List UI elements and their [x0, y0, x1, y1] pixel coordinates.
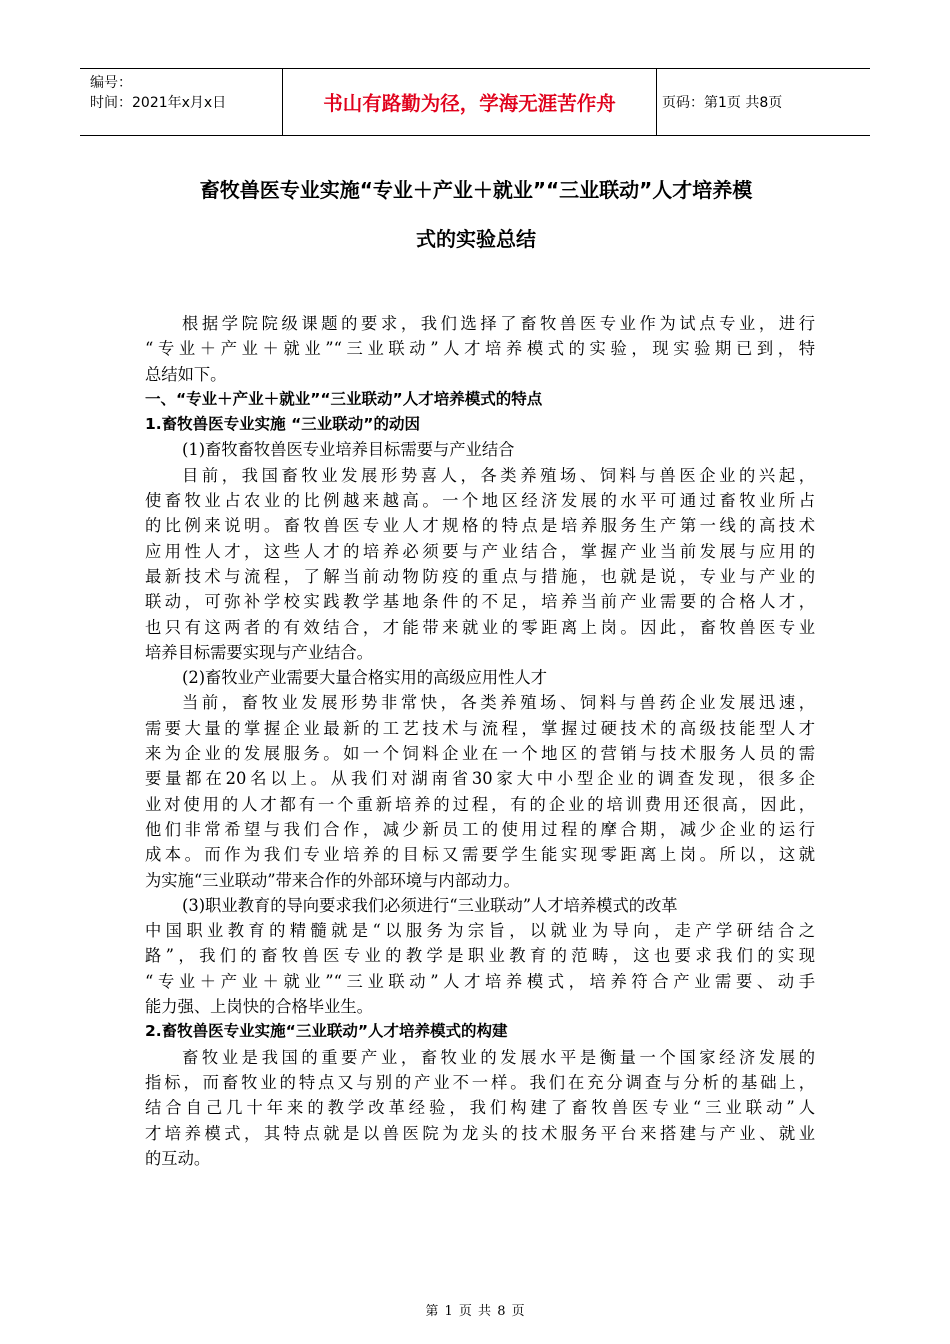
body-text-line: 路”，我们的畜牧兽医专业的教学是职业教育的范畴，这也要求我们的实现 [145, 946, 815, 966]
body-text-line: 要量都在20名以上。从我们对湖南省30家大中小型企业的调查发现，很多企 [145, 769, 815, 789]
body-text-line: “专业＋产业＋就业”“三业联动”人才培养模式的实验，现实验期已到，特 [145, 339, 815, 359]
body-text-line: 根据学院院级课题的要求，我们选择了畜牧兽医专业作为试点专业，进行 [182, 314, 815, 333]
header-divider-right [656, 69, 657, 135]
body-text-line: 指标，而畜牧业的特点又与别的产业不一样。我们在充分调查与分析的基础上， [145, 1072, 815, 1092]
body-text-line: 也只有这两者的有效结合，才能带来就业的零距离上岗。因此，畜牧兽医专业 [145, 617, 815, 637]
body-text-line: 联动，可弥补学校实践教学基地条件的不足，培养当前产业需要的合格人才， [145, 592, 815, 612]
time-label: 时间：2021年x月x日 [90, 95, 227, 111]
body-text-line: 中国职业教育的精髓就是“以服务为宗旨，以就业为导向，走产学研结合之 [145, 921, 815, 941]
body-text-line: 的比例来说明。畜牧兽医专业人才规格的特点是培养服务生产第一线的高技术 [145, 516, 815, 536]
header-meta [90, 73, 282, 113]
body-text-line: 总结如下。 [145, 364, 227, 384]
body-text-line: 最新技术与流程，了解当前动物防疫的重点与措施，也就是说，专业与产业的 [145, 566, 815, 586]
number-label: 编号： [90, 75, 132, 91]
body-text-line: 为实施“三业联动”带来合作的外部环境与内部动力。 [145, 870, 520, 890]
body-text-line: 目前，我国畜牧业发展形势喜人，各类养殖场、饲料与兽医企业的兴起， [182, 465, 815, 485]
body-text-line: 才培养模式，其特点就是以兽医院为龙头的技术服务平台来搭建与产业、就业 [145, 1123, 815, 1143]
section-heading: 1.畜牧兽医专业实施 “三业联动”的动因 [145, 415, 420, 434]
body-text-line: 能力强、上岗快的合格毕业生。 [145, 997, 373, 1017]
body-text-line: 他们非常希望与我们合作，减少新员工的使用过程的摩合期，减少企业的运行 [145, 819, 815, 839]
body-text-line: 使畜牧业占农业的比例越来越高。一个地区经济发展的水平可通过畜牧业所占 [145, 491, 815, 511]
body-text-line: 的互动。 [145, 1148, 211, 1168]
page-footer: 第 1 页 共 8 页 [425, 1304, 525, 1319]
body-text-line: 成本。而作为我们专业培养的目标又需要学生能实现零距离上岗。所以，这就 [145, 845, 815, 865]
section-heading: 2.畜牧兽医专业实施“三业联动”人才培养模式的构建 [145, 1022, 508, 1041]
body-text-line: 应用性人才，这些人才的培养必须要与产业结合，掌握产业当前发展与应用的 [145, 541, 815, 561]
body-text-line: 来为企业的发展服务。如一个饲料企业在一个地区的营销与技术服务人员的需 [145, 744, 815, 764]
document-title-line-1: 畜牧兽医专业实施“专业＋产业＋就业”“三业联动”人才培养模 [199, 178, 753, 202]
body-text-line: (3)职业教育的导向要求我们必须进行“三业联动”人才培养模式的改革 [182, 895, 678, 915]
header-motto: 书山有路勤为径，学海无涯苦作舟 [323, 92, 616, 115]
body-text-line: 培养目标需要实现与产业结合。 [145, 642, 373, 662]
body-text-line: 当前，畜牧业发展形势非常快，各类养殖场、饲料与兽药企业发展迅速， [182, 693, 815, 713]
section-heading: 一、“专业＋产业＋就业”“三业联动”人才培养模式的特点 [145, 389, 543, 408]
document-title-line-2: 式的实验总结 [416, 227, 536, 251]
body-text-line: 需要大量的掌握企业最新的工艺技术与流程，掌握过硬技术的高级技能型人才 [145, 718, 815, 738]
body-text-line: (1)畜牧畜牧兽医专业培养目标需要与产业结合 [182, 440, 515, 460]
body-text-line: 畜牧业是我国的重要产业，畜牧业的发展水平是衡量一个国家经济发展的 [182, 1047, 815, 1067]
document-body [145, 311, 815, 1171]
body-text-line: (2)畜牧业产业需要大量合格实用的高级应用性人才 [182, 668, 547, 688]
body-text-line: 结合自己几十年来的教学改革经验，我们构建了畜牧兽医专业“三业联动”人 [145, 1098, 815, 1118]
body-text-line: “专业＋产业＋就业”“三业联动”人才培养模式，培养符合产业需要、动手 [145, 971, 815, 991]
body-text-line: 业对使用的人才都有一个重新培养的过程，有的企业的培训费用还很高，因此， [145, 794, 815, 814]
header-page-info: 页码：第1页 共8页 [662, 95, 783, 111]
document-header [80, 68, 870, 136]
